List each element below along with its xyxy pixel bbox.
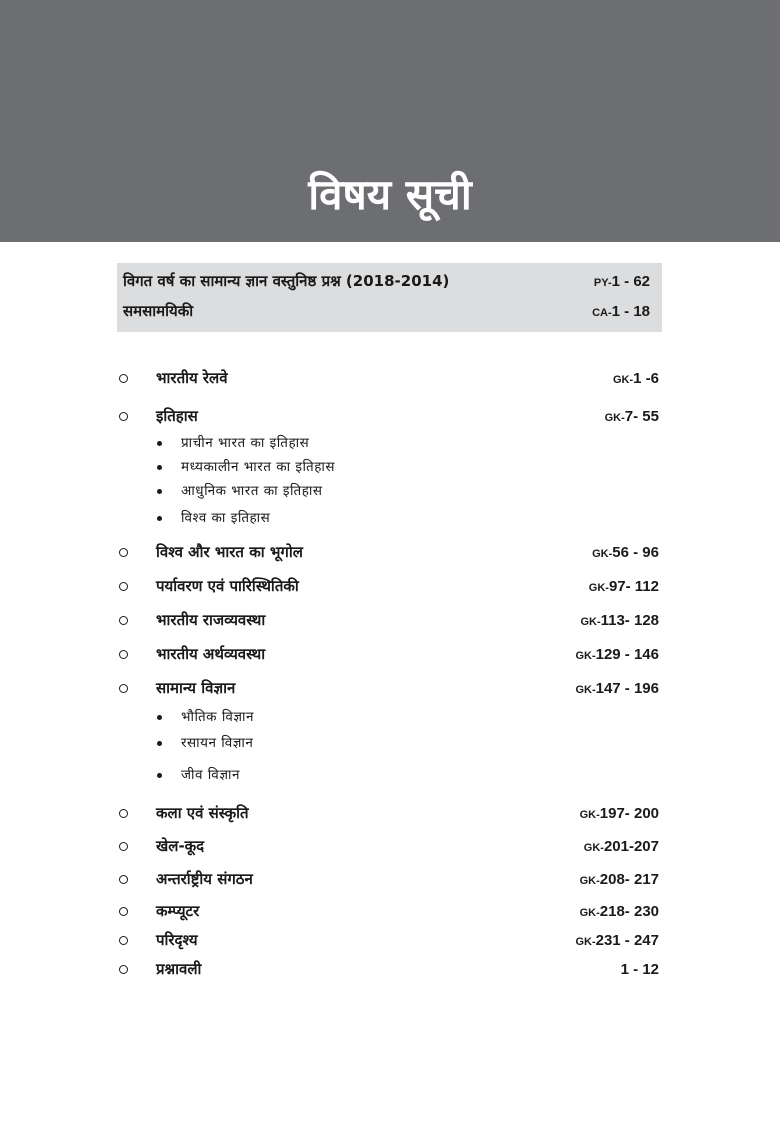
page-range: 7- 55 [624,408,659,425]
toc-entry-environment[interactable] [117,574,662,598]
entry-page-ref [621,957,659,983]
section-code: GK- [579,875,600,887]
toc-entry-scenario[interactable] [117,928,662,952]
dot-bullet-icon [157,489,162,494]
page-range: 97- 112 [608,578,659,595]
entry-page-ref [580,867,659,893]
circle-bullet-icon [119,548,128,557]
subitem-label: आधुनिक भारत का इतिहास [181,483,323,499]
page-range: 147 - 196 [595,680,659,697]
section-code: GK- [604,412,625,424]
entry-title: इतिहास [156,407,198,425]
toc-entry-art-culture[interactable] [117,801,662,825]
entry-page-ref [589,574,659,600]
section-code: GK- [575,936,596,948]
circle-bullet-icon [119,907,128,916]
entry-page-ref [584,834,659,860]
subitem-label: मध्यकालीन भारत का इतिहास [181,459,336,475]
dot-bullet-icon [157,441,162,446]
entry-page-ref [575,676,659,702]
subitem-label: भौतिक विज्ञान [181,709,254,725]
entry-title: खेल-कूद [156,837,205,855]
section-code: GK- [575,650,596,662]
entry-title: भारतीय राजव्यवस्था [156,611,266,629]
circle-bullet-icon [119,936,128,945]
toc-entry-geography[interactable] [117,540,662,564]
toc-entry-science[interactable] [117,676,662,700]
entry-page-ref [613,366,659,392]
page-range: 1 - 18 [611,303,650,320]
circle-bullet-icon [119,809,128,818]
circle-bullet-icon [119,684,128,693]
dot-bullet-icon [157,741,162,746]
subitem-label: रसायन विज्ञान [181,735,254,751]
entry-title: सामान्य विज्ञान [156,679,236,697]
page-range: 231 - 247 [595,932,659,949]
summary-label: समसामयिकी [123,302,194,320]
toc-entry-international-orgs[interactable] [117,867,662,891]
section-code: GK- [575,684,596,696]
section-code: GK- [580,616,601,628]
entry-page-ref [575,642,659,668]
toc-entry-polity[interactable] [117,608,662,632]
circle-bullet-icon [119,412,128,421]
circle-bullet-icon [119,650,128,659]
entry-title: विश्व और भारत का भूगोल [156,543,303,561]
toc-entry-questionnaire[interactable] [117,957,662,981]
toc-entry-economy[interactable] [117,642,662,666]
section-code: GK- [588,582,609,594]
circle-bullet-icon [119,616,128,625]
entry-title: प्रश्नावली [156,960,202,978]
summary-row-current-affairs[interactable] [123,298,650,324]
entry-page-ref [605,404,659,430]
page-range: 1 - 62 [611,273,650,290]
entry-title: पर्यावरण एवं पारिस्थितिकी [156,577,299,595]
circle-bullet-icon [119,842,128,851]
page-range: 113- 128 [600,612,659,629]
entry-page-ref [580,801,659,827]
page-title: विषय सूची [308,170,472,219]
section-code: GK- [579,809,600,821]
section-code: GK- [579,907,600,919]
section-code: GK- [592,548,613,560]
dot-bullet-icon [157,516,162,521]
summary-page-ref [594,268,650,296]
page-range: 1 - 12 [620,961,659,978]
toc-entry-sports[interactable] [117,834,662,858]
subitem-label: विश्व का इतिहास [181,510,271,526]
toc-entry-railways[interactable] [117,366,662,390]
entry-page-ref [575,928,659,954]
subitem-label: प्राचीन भारत का इतिहास [181,435,310,451]
toc-entry-history[interactable] [117,404,662,428]
entry-title: भारतीय रेलवे [156,369,228,387]
entry-page-ref [592,540,659,566]
entry-page-ref [580,899,659,925]
entry-title: भारतीय अर्थव्यवस्था [156,645,266,663]
dot-bullet-icon [157,715,162,720]
page-range: 1 -6 [633,370,659,387]
section-code: GK- [583,842,604,854]
dot-bullet-icon [157,773,162,778]
dot-bullet-icon [157,465,162,470]
summary-box [117,263,662,332]
page-range: 218- 230 [599,903,659,920]
entry-title: कला एवं संस्कृति [156,804,249,822]
page-range: 197- 200 [599,805,659,822]
section-code: PY- [593,277,612,289]
subitem-label: जीव विज्ञान [181,767,240,783]
circle-bullet-icon [119,374,128,383]
section-code: GK- [612,374,634,386]
toc-entry-computer[interactable] [117,899,662,923]
entry-title: अन्तर्राष्ट्रीय संगठन [156,870,253,888]
entry-title: परिदृश्य [156,931,198,949]
circle-bullet-icon [119,965,128,974]
summary-page-ref [592,298,650,326]
circle-bullet-icon [119,582,128,591]
entry-title: कम्प्यूटर [156,902,200,920]
section-code: CA- [592,307,612,319]
entry-page-ref [580,608,659,634]
page-range: 56 - 96 [612,544,659,561]
page-range: 201-207 [603,838,659,855]
summary-label: विगत वर्ष का सामान्य ज्ञान वस्तुनिष्ठ प्रश्न (2018-2014) [123,272,450,290]
header-banner [0,0,780,242]
circle-bullet-icon [119,875,128,884]
page-range: 129 - 146 [595,646,659,663]
page-range: 208- 217 [599,871,659,888]
summary-row-previous-years[interactable] [123,268,650,294]
